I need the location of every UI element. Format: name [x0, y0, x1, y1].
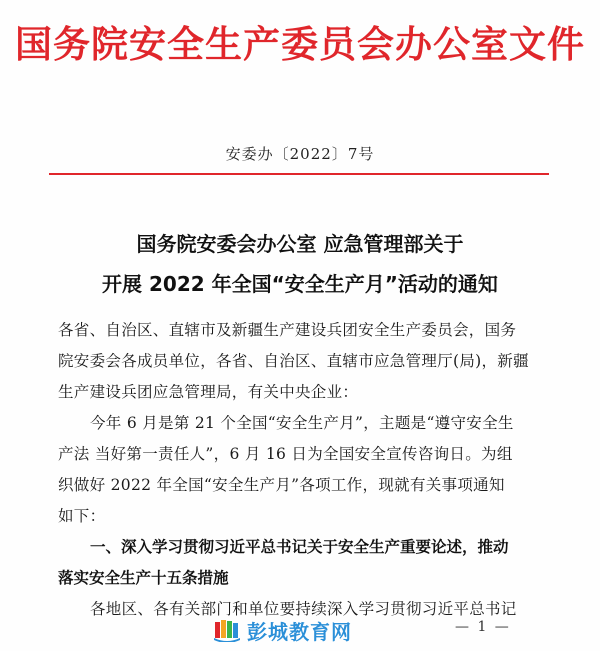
notice-title-line-2: 开展 2022 年全国“安全生产月”活动的通知	[102, 272, 498, 296]
addressee-line-1: 各省、自治区、直辖市及新疆生产建设兵团安全生产委员会，国务	[58, 321, 517, 339]
section-1-heading-line-2: 落实安全生产十五条措施	[58, 569, 229, 587]
watermark-logo	[213, 615, 352, 645]
document-number: 安委办〔2022〕7号	[225, 145, 375, 163]
section-1-heading-line-1: 一、深入学习贯彻习近平总书记关于安全生产重要论述，推动	[90, 538, 509, 556]
notice-title-line-1: 国务院安委会办公室 应急管理部关于	[136, 232, 464, 256]
section-1-text-line-1: 各地区、各有关部门和单位要持续深入学习贯彻习近平总书记	[90, 600, 517, 618]
intro-line-3: 织做好 2022 年全国“安全生产月”各项工作，现就有关事项通知	[58, 476, 505, 494]
watermark-text: 彭城教育网	[247, 619, 352, 644]
page-footer	[0, 605, 600, 651]
addressee-line-3: 生产建设兵团应急管理局，有关中央企业：	[58, 383, 359, 401]
addressee-line-2: 院安委会各成员单位，各省、自治区、直辖市应急管理厅(局)，新疆	[58, 352, 529, 370]
intro-line-1: 今年 6 月是第 21 个全国“安全生产月”，主题是“遵守安全生	[90, 414, 514, 432]
book-logo-icon	[213, 618, 241, 642]
intro-line-2: 产法 当好第一责任人”，6 月 16 日为全国安全宣传咨询日。为组	[58, 445, 513, 463]
page-number: — 1 —	[455, 619, 511, 635]
red-divider	[49, 173, 549, 175]
masthead-title: 国务院安全生产委员会办公室文件	[15, 23, 585, 66]
intro-line-4: 如下：	[58, 507, 106, 525]
